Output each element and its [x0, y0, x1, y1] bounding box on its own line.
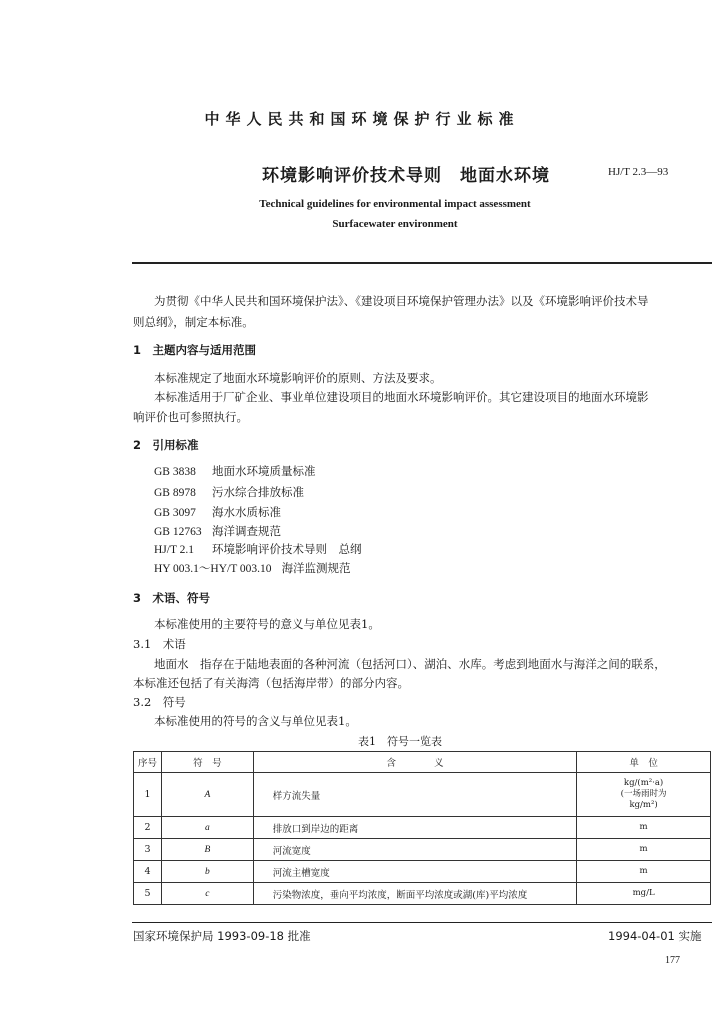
section3-paragraph1: 本标准使用的主要符号的意义与单位见表1。 [154, 617, 380, 631]
reference-item: HJ/T 2.1 环境影响评价技术导则 总纲 [154, 542, 362, 556]
row-meaning: 河流宽度 [253, 839, 576, 861]
header-unit: 单 位 [577, 752, 711, 773]
reference-item: GB 12763 海洋调查规范 [154, 524, 281, 538]
row-meaning: 样方流失量 [253, 773, 576, 817]
intro-line2: 则总纲》，制定本标准。 [133, 315, 254, 329]
approval-date: 国家环境保护局 1993-09-18 批准 [133, 929, 311, 943]
row-unit: m [577, 817, 711, 839]
section3-1-line2: 本标准还包括了有关海湾（包括海岸带）的部分内容。 [133, 676, 409, 690]
row-symbol: B [161, 839, 253, 861]
footer-divider [132, 922, 712, 923]
document-title-english-line1: Technical guidelines for environmental impact assessment [259, 198, 531, 210]
reference-item: GB 3838 地面水环境质量标准 [154, 464, 316, 478]
header-no: 序号 [134, 752, 162, 773]
section1-paragraph2-line1: 本标准适用于厂矿企业、事业单位建设项目的地面水环境影响评价。其它建设项目的地面水环境影 [154, 390, 649, 404]
row-symbol: b [161, 861, 253, 883]
row-no: 3 [134, 839, 162, 861]
header-symbol: 符 号 [161, 752, 253, 773]
section3-1-line1: 地面水 指存在于陆地表面的各种河流（包括河口）、湖泊、水库。考虑到地面水与海洋之间的联系， [154, 657, 666, 671]
intro-line1: 为贯彻《中华人民共和国环境保护法》、《建设项目环境保护管理办法》以及《环境影响评价技术导 [154, 294, 649, 308]
section1-paragraph1: 本标准规定了地面水环境影响评价的原则、方法及要求。 [154, 371, 442, 385]
row-unit: kg/(m²·a) (一场雨时为 kg/m²) [577, 773, 711, 817]
table-row [134, 861, 711, 883]
row-meaning: 污染物浓度，垂向平均浓度，断面平均浓度或湖(库)平均浓度 [253, 883, 576, 905]
header-meaning: 含 义 [253, 752, 576, 773]
table-row [134, 773, 711, 817]
implementation-date: 1994-04-01 实施 [608, 929, 702, 943]
table-header-row [134, 752, 711, 773]
table-row [134, 883, 711, 905]
standard-organization-title: 中华人民共和国环境保护行业标准 [204, 110, 520, 128]
table-row [134, 817, 711, 839]
row-no: 5 [134, 883, 162, 905]
document-title-english-line2: Surfacewater environment [332, 218, 458, 230]
symbol-table [133, 751, 711, 905]
document-title-chinese: 环境影响评价技术导则 地面水环境 [262, 166, 550, 186]
row-symbol: a [161, 817, 253, 839]
page-number: 177 [665, 955, 680, 966]
row-symbol: c [161, 883, 253, 905]
row-symbol: A [161, 773, 253, 817]
standard-code: HJ/T 2.3—93 [608, 166, 669, 178]
header-divider [132, 262, 712, 264]
table-caption: 表1 符号一览表 [358, 735, 442, 748]
reference-item: GB 3097 海水水质标准 [154, 505, 281, 519]
row-unit: m [577, 861, 711, 883]
section3-2-heading: 3.2 符号 [133, 695, 186, 709]
reference-item: HY 003.1～HY/T 003.10 海洋监测规范 [154, 561, 351, 575]
section1-heading: 1 主题内容与适用范围 [133, 343, 257, 357]
row-no: 1 [134, 773, 162, 817]
section3-1-heading: 3.1 术语 [133, 637, 186, 651]
row-unit: mg/L [577, 883, 711, 905]
row-no: 2 [134, 817, 162, 839]
row-meaning: 河流主槽宽度 [253, 861, 576, 883]
section3-2-paragraph: 本标准使用的符号的含义与单位见表1。 [154, 714, 357, 728]
table-row [134, 839, 711, 861]
row-meaning: 排放口到岸边的距离 [253, 817, 576, 839]
section1-paragraph2-line2: 响评价也可参照执行。 [133, 410, 248, 424]
section2-heading: 2 引用标准 [133, 438, 199, 452]
section3-heading: 3 术语、符号 [133, 591, 211, 605]
reference-item: GB 8978 污水综合排放标准 [154, 485, 304, 499]
row-unit: m [577, 839, 711, 861]
row-no: 4 [134, 861, 162, 883]
